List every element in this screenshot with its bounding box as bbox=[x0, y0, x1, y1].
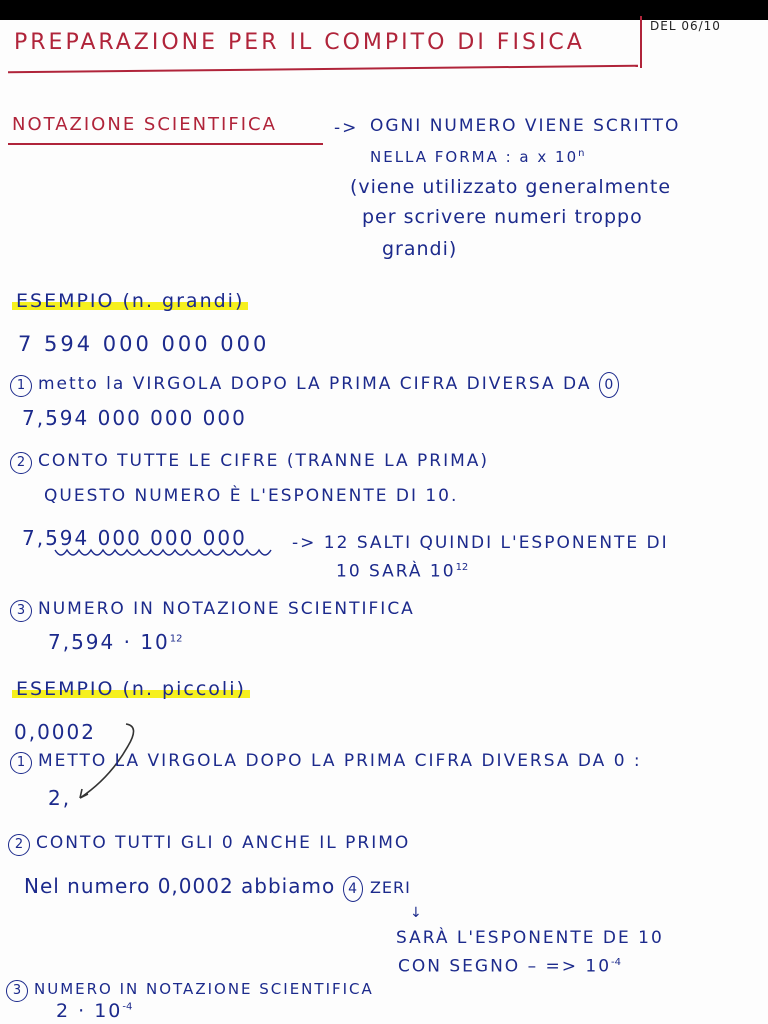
date-label: DEL 06/10 bbox=[650, 19, 721, 33]
title-underline bbox=[8, 65, 638, 74]
jumps-text: -> 12 SALTI QUINDI L'ESPONENTE DI bbox=[292, 533, 669, 553]
intro-line3: (viene utilizzato generalmente bbox=[350, 176, 672, 198]
zero-count-circle: 4 bbox=[343, 876, 363, 902]
step-number-badge: 2 bbox=[10, 452, 32, 474]
step-number-badge: 3 bbox=[10, 600, 32, 622]
intro-line2: NELLA FORMA : a x 10$^n$ bbox=[370, 148, 585, 166]
intro-line1: OGNI NUMERO VIENE SCRITTO bbox=[370, 116, 681, 136]
example-small-step1-value: 2, bbox=[48, 786, 72, 810]
jump-arcs bbox=[50, 548, 290, 562]
page-title: PREPARAZIONE PER IL COMPITO DI FISICA bbox=[14, 30, 585, 55]
top-black-bar bbox=[0, 0, 768, 20]
example-small-step1: 1 METTO LA VIRGOLA DOPO LA PRIMA CIFRA DIVERSA DA 0 : bbox=[10, 752, 642, 774]
title-separator bbox=[640, 16, 642, 68]
jumps-exponent-line: 10 SARÀ $10^{12}$ bbox=[336, 561, 469, 582]
example-small-note1: SARÀ L'ESPONENTE DE 10 bbox=[396, 928, 664, 948]
example-small-heading: ESEMPIO (n. piccoli) bbox=[12, 680, 250, 699]
intro-line5: grandi) bbox=[382, 238, 458, 260]
example-small-step2: 2 CONTO TUTTI GLI 0 ANCHE IL PRIMO bbox=[8, 834, 410, 856]
step-number-badge: 1 bbox=[10, 375, 32, 397]
step-number-badge: 1 bbox=[10, 752, 32, 774]
example-small-step2-line: Nel numero 0,0002 abbiamo 4 ZERI bbox=[24, 876, 411, 902]
intro-underline bbox=[8, 143, 323, 145]
example-large-number: 7 594 000 000 000 bbox=[18, 332, 270, 356]
example-large-heading: ESEMPIO (n. grandi) bbox=[12, 292, 248, 311]
example-large-step3: 3 NUMERO IN NOTAZIONE SCIENTIFICA bbox=[10, 600, 415, 622]
example-small-result: $2 \cdot 10^{-4}$ bbox=[56, 1000, 133, 1022]
example-large-step2-line2: QUESTO NUMERO È L'ESPONENTE DI 10. bbox=[44, 486, 459, 506]
zero-circle: 0 bbox=[599, 372, 619, 398]
intro-arrow: -> bbox=[334, 118, 359, 138]
intro-line4: per scrivere numeri troppo bbox=[362, 206, 643, 228]
example-large-step1-value: 7,594 000 000 000 bbox=[22, 406, 247, 430]
example-small-step3: 3 NUMERO IN NOTAZIONE SCIENTIFICA bbox=[6, 980, 374, 1002]
intro-heading: NOTAZIONE SCIENTIFICA bbox=[12, 114, 277, 135]
step-number-badge: 2 bbox=[8, 834, 30, 856]
jumps-number: 7,594 000 000 000 bbox=[22, 526, 247, 550]
example-large-step1: 1 metto la VIRGOLA DOPO LA PRIMA CIFRA DIVERSA DA 0 bbox=[10, 372, 619, 398]
step-number-badge: 3 bbox=[6, 980, 28, 1002]
example-small-number: 0,0002 bbox=[14, 720, 96, 744]
example-large-result: $7,594 \cdot 10^{12}$ bbox=[48, 630, 183, 654]
down-arrow-icon: ↓ bbox=[410, 905, 424, 921]
example-large-step2: 2 CONTO TUTTE LE CIFRE (TRANNE LA PRIMA) bbox=[10, 452, 489, 474]
example-small-note2: CON SEGNO – => $10^{-4}$ bbox=[398, 956, 621, 977]
